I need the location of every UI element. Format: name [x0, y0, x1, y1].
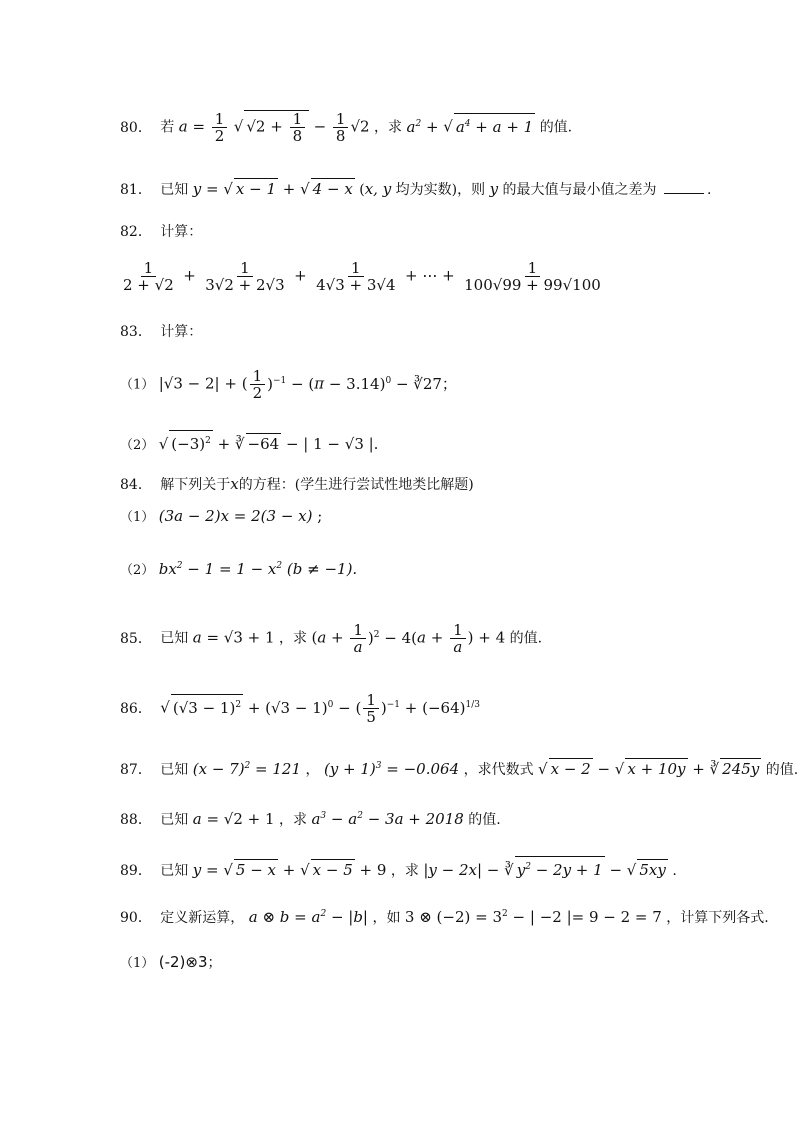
- answer-blank: [664, 181, 704, 194]
- problem-83: [120, 322, 202, 342]
- sub-label: （1）: [120, 377, 155, 393]
- problem-text: 的值.: [509, 630, 543, 647]
- sub-label: （2）: [120, 438, 155, 453]
- problem-text: 已知: [160, 182, 189, 198]
- sub-label: （2）: [120, 563, 155, 578]
- problem-text: ，求: [374, 119, 403, 136]
- problem-text: 的值.: [539, 119, 573, 136]
- problem-90-part-1: （1） (-2)⊗3；: [120, 953, 222, 971]
- problem-number: 90．: [120, 910, 152, 926]
- problem-text: (: [359, 182, 365, 198]
- problem-82: [120, 222, 202, 242]
- problem-number: 89．: [120, 863, 152, 879]
- problem-80: 80． 若 a = $\frac{1}{2}$ √ √2 + $\frac{1}{8}$ − $\frac{1}{8}$ √2 ，求 $a^2$ + √ $a^4 + a + 1$ 的值.: [120, 110, 573, 145]
- radical: √: [233, 117, 244, 136]
- problem-text: ，计算下列各式.: [666, 910, 769, 926]
- problem-text: 已知: [160, 812, 189, 828]
- problem-83-part-1: （1） |√3 − 2| + ( $\frac{1}{2}$ )$^{-1} - (\pi - 3.14)^0$ − ∛27；: [120, 367, 457, 402]
- problem-84-part-1: （1） (3a − 2)x = 2(3 − x) ;: [120, 507, 323, 525]
- sqrt-body: √2 + $\frac{1}{8}$: [244, 110, 309, 144]
- problem-text: ，求: [390, 863, 419, 879]
- problem-text: .: [672, 863, 677, 879]
- period: .: [706, 182, 712, 198]
- fraction: $\frac{1}{2}$: [212, 111, 228, 144]
- formula: $a^2$ +: [406, 117, 444, 136]
- sub-label: （1）: [120, 956, 155, 971]
- problem-text: ，求: [279, 812, 307, 828]
- problem-84-part-2: （2） $bx^2 - 1 = 1 - x^2$ (b ≠ −1).: [120, 560, 358, 578]
- problem-text: 已知: [160, 863, 189, 879]
- problem-text: 的值.: [765, 762, 799, 778]
- problem-87: 87． 已知 $(x - 7)^2 = 121$ ， $(y + 1)^3 = -0.064$ ，求代数式 √ x − 2 − √ x + 10y + ∛ 245y 的值.: [120, 760, 799, 778]
- problem-text: 的最大值与最小值之差为: [502, 182, 657, 198]
- problem-86: 86． √ $(√3 - 1)^2 + (√3 - 1)^0$ − ( $\frac{1}{5}$ )$^{-1} + (-64)^{1/3}$: [120, 691, 480, 726]
- problem-text: 已知: [160, 630, 189, 647]
- problem-number: 88．: [120, 812, 152, 828]
- problem-89: 89． 已知 y = √ 5 − x + √ x − 5 + 9 ，求 |y − 2x| − ∛ $y^2 - 2y + 1$ − √ 5xy .: [120, 856, 677, 881]
- problem-number: 86．: [120, 700, 152, 717]
- problem-text: ，: [305, 762, 320, 778]
- fraction: $\frac{1}{8}$: [333, 111, 349, 144]
- problem-text: 若: [160, 119, 175, 136]
- problem-85: 85． 已知 a = √3 + 1 ，求 (a + $\frac{1}{a}$ )$^2$ − 4(a + $\frac{1}{a}$ ) + 4 的值.: [120, 621, 543, 656]
- problem-83-part-2: （2） √ $(-3)^2$ + ∛ −64 − | 1 − √3 |.: [120, 430, 378, 456]
- problem-number: 84．: [120, 477, 152, 493]
- problem-text: 计算：: [160, 224, 203, 240]
- formula-82: $\frac{1}{2 + √2}$ + $\frac{1}{3√2 + 2√3}$ + $\frac{1}{4√3 + 3√4}$ + ⋯ + $\frac{1}{100√99 + 99√100}$: [123, 259, 601, 294]
- problem-number: 87．: [120, 762, 152, 778]
- problem-text: 定义新运算，: [160, 910, 245, 926]
- formula: y =: [192, 180, 224, 198]
- problem-text: 计算：: [160, 324, 203, 340]
- problem-number: 85．: [120, 630, 152, 647]
- problem-text: 的方程：(学生进行尝试性地类比解题): [238, 477, 474, 493]
- problem-88: 88． 已知 a = √2 + 1 ，求 $a^3 - a^2 - 3a + 2018$ 的值.: [120, 810, 501, 828]
- semicolon: ；: [207, 955, 222, 971]
- problem-number: 81．: [120, 182, 152, 198]
- problem-number: 80．: [120, 119, 152, 136]
- problem-text: 的值.: [468, 812, 501, 828]
- sub-label: （1）: [120, 510, 155, 525]
- problem-90: 90． 定义新运算， a ⊗ $b = a^2 - |b|$ ，如 3 ⊗ $(-2) = 3^2$ − | −2 |= 9 − 2 = 7 ，计算下列各式.: [120, 908, 769, 926]
- problem-text: ，求代数式: [463, 762, 534, 778]
- formula: a =: [178, 117, 210, 136]
- problem-number: 83．: [120, 324, 152, 340]
- problem-text: 均为实数)，则: [395, 182, 486, 198]
- problem-84: 84． 解下列关于x的方程：(学生进行尝试性地类比解题): [120, 475, 474, 493]
- problem-number: 82．: [120, 224, 152, 240]
- problem-text: ，求: [279, 630, 307, 647]
- problem-text: ，如: [372, 910, 401, 926]
- problem-81: 81． 已知 y = √ x − 1 + √ 4 − x (x, y 均为实数)，则 y 的最大值与最小值之差为 .: [120, 180, 712, 198]
- problem-text: 解下列关于: [160, 477, 231, 493]
- sqrt-body: $a^4 + a + 1$: [454, 113, 535, 137]
- problem-text: 已知: [160, 762, 189, 778]
